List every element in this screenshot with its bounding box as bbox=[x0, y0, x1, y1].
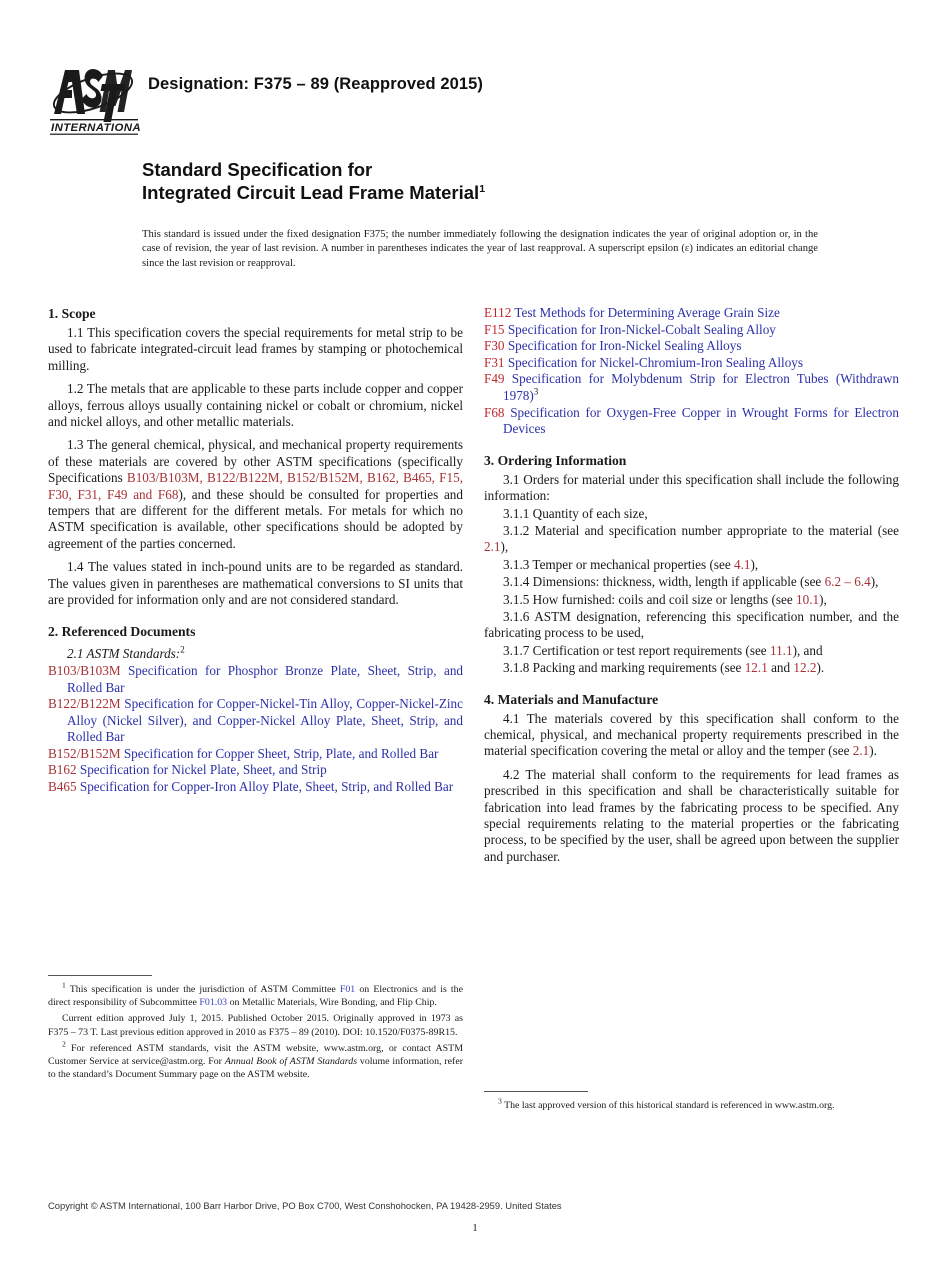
reference-designator[interactable]: E112 bbox=[484, 305, 512, 320]
paragraph-3-1-1: 3.1.1 Quantity of each size, bbox=[503, 505, 648, 521]
footnote-1-text-c: on Metallic Materials, Wire Bonding, and Flip Chip. bbox=[227, 997, 437, 1009]
designation-line: Designation: F375 – 89 (Reapproved 2015) bbox=[148, 75, 484, 93]
cross-ref-link[interactable]: 10.1 bbox=[796, 591, 820, 607]
paragraph-1-3 bbox=[48, 437, 463, 552]
title-line-2-text: Integrated Circuit Lead Frame Material bbox=[142, 182, 480, 203]
footnote-2-text-a: For referenced ASTM standards, visit the ASTM website, www.astm.org, or contact ASTM Customer Service at service@astm.org. For bbox=[48, 1042, 463, 1068]
paragraph-3-1-8 bbox=[484, 660, 899, 676]
reference-footnote-marker: 3 bbox=[533, 386, 539, 397]
reference-item[interactable] bbox=[484, 371, 899, 404]
spec-links-inline[interactable]: B103/B103M, B122/B122M, B152/B152M, B162, B465, F15, F30, F31, F49 and F68 bbox=[48, 470, 463, 502]
reference-designator[interactable]: B465 bbox=[48, 779, 77, 795]
paragraph-3-1-7 bbox=[484, 643, 899, 659]
paragraph-3-1-5 bbox=[484, 592, 899, 608]
reference-item[interactable] bbox=[484, 405, 899, 438]
subcommittee-link[interactable]: F01.03 bbox=[199, 997, 228, 1009]
reference-item[interactable] bbox=[484, 355, 899, 372]
cross-ref-link[interactable]: 11.1 bbox=[769, 642, 793, 658]
reference-title[interactable]: Specification for Molybdenum Strip for Electron Tubes (Withdrawn 1978) bbox=[503, 371, 900, 403]
footnote-1-text-b: on Electronics and is the direct responsibility of Subcommittee bbox=[48, 984, 463, 1009]
section-heading-ordering-information: 3. Ordering Information bbox=[484, 452, 627, 468]
reference-item[interactable] bbox=[48, 762, 463, 779]
reference-designator[interactable]: F31 bbox=[484, 354, 505, 370]
reference-title[interactable]: Test Methods for Determining Average Grain Size bbox=[514, 305, 780, 320]
paragraph-3-1-5-text-a: 3.1.5 How furnished: coils and coil size or lengths (see bbox=[503, 591, 796, 607]
page-number: 1 bbox=[472, 1222, 478, 1234]
footnote-2-text-b: volume information, refer to the standard’s Document Summary page on the ASTM website. bbox=[48, 1056, 464, 1081]
paragraph-3-1-7-text-a: 3.1.7 Certification or test report requirements (see bbox=[503, 642, 770, 658]
section-heading-referenced-documents: 2. Referenced Documents bbox=[48, 623, 196, 639]
paragraph-1-3-text-b: ), and these should be consulted for properties and tempers that are different for the different metals. For metals for which no ASTM specification is available, other specifications should be adopted by agreement of the parties concerned. bbox=[48, 486, 463, 551]
paragraph-3-1-7-text-b: ), and bbox=[792, 642, 823, 658]
paragraph-3-1-2-text-b: ), bbox=[500, 539, 509, 555]
paragraph-4-1-text-a: 4.1 The materials covered by this specification shall conform to the chemical, physical, and mechanical property requirements prescribed in the material specification covering the metal or alloy and the temper (see bbox=[484, 710, 899, 759]
footnote-1 bbox=[48, 980, 463, 1009]
committee-link[interactable]: F01 bbox=[339, 984, 356, 995]
cross-ref-link[interactable]: 6.2 – 6.4 bbox=[824, 574, 871, 590]
paragraph-3-1-8-text-b: ). bbox=[816, 660, 825, 676]
footnote-2-marker: 2 bbox=[62, 1039, 66, 1049]
reference-item[interactable] bbox=[48, 696, 463, 746]
svg-text:INTERNATIONAL: INTERNATIONAL bbox=[51, 122, 140, 134]
footnotes-left bbox=[48, 980, 464, 1081]
reference-designator[interactable]: B162 bbox=[48, 762, 77, 778]
subsection-footnote-marker: 2 bbox=[180, 644, 185, 655]
footnote-3-text: The last approved version of this historical standard is referenced in www.astm.org. bbox=[501, 1100, 835, 1111]
footnote-1-text-a: This specification is under the jurisdiction of ASTM Committee bbox=[65, 984, 340, 995]
footnote-separator-right bbox=[484, 1091, 588, 1092]
footnotes-right bbox=[484, 1096, 899, 1112]
reference-item[interactable] bbox=[48, 779, 463, 796]
reference-item[interactable] bbox=[48, 746, 463, 763]
reference-title[interactable]: Specification for Nickel-Chromium-Iron Sealing Alloys bbox=[507, 354, 804, 370]
page-header bbox=[48, 58, 908, 138]
paragraph-3-1-5-text-b: ), bbox=[819, 591, 827, 607]
reference-designator[interactable]: F30 bbox=[484, 338, 505, 354]
title-line-1: Standard Specification for bbox=[142, 159, 373, 180]
copyright-notice: Copyright © ASTM International, 100 Barr Harbor Drive, PO Box C700, West Conshohocken, PA 19428-2959. United States bbox=[48, 1200, 562, 1211]
cross-ref-link[interactable]: 12.1 bbox=[744, 660, 768, 676]
document-title bbox=[142, 158, 842, 204]
paragraph-4-1 bbox=[484, 711, 899, 760]
title-line-2 bbox=[142, 181, 842, 204]
footnote-3-marker: 3 bbox=[498, 1096, 502, 1106]
reference-title[interactable]: Specification for Copper-Nickel-Tin Alloy, Copper-Nickel-Zinc Alloy (Nickel Silver), and Copper-Nickel Alloy Plate, Sheet, Strip, and Rolled Bar bbox=[67, 696, 463, 745]
cross-ref-link[interactable]: 2.1 bbox=[852, 743, 870, 759]
reference-title[interactable]: Specification for Iron-Nickel Sealing Alloys bbox=[507, 338, 742, 354]
reference-title[interactable]: Specification for Iron-Nickel-Cobalt Sealing Alloy bbox=[507, 321, 776, 337]
paragraph-4-2: 4.2 The material shall conform to the requirements for lead frames as prescribed in this specification and shall be characteristically suitable for fabrication into lead frames by the fabricating process to be specified. Any special requirements relating to the material properties or the fabricating process, to be specified by the user, shall be agreed upon between the supplier and purchaser. bbox=[484, 766, 899, 864]
paragraph-1-4: 1.4 The values stated in inch-pound units are to be regarded as standard. The values given in parentheses are mathematical conversions to SI units that are provided for information only and are not considered standard. bbox=[48, 559, 463, 608]
reference-designator[interactable]: F49 bbox=[484, 371, 505, 387]
section-heading-scope: 1. Scope bbox=[48, 306, 96, 321]
reference-item[interactable] bbox=[484, 338, 899, 355]
paragraph-3-1-3 bbox=[484, 557, 899, 573]
subsection-astm-standards-label: 2.1 ASTM Standards: bbox=[67, 645, 181, 661]
footnote-separator-left bbox=[48, 975, 152, 976]
subsection-astm-standards bbox=[48, 646, 463, 662]
footnote-edition-info: Current edition approved July 1, 2015. Published October 2015. Originally approved in 1973 as F375 – 73 T. Last previous edition approved in 2010 as F375 – 89 (2010). DOI: 10.1520/F0375-89R15. bbox=[48, 1013, 463, 1038]
paragraph-3-1-2 bbox=[484, 523, 899, 556]
paragraph-3-1-4 bbox=[484, 574, 899, 590]
footnote-2 bbox=[48, 1039, 464, 1082]
paragraph-3-1-8-text-a: 3.1.8 Packing and marking requirements (see bbox=[503, 660, 745, 676]
reference-title[interactable]: Specification for Phosphor Bronze Plate, Sheet, Strip, and Rolled Bar bbox=[67, 662, 464, 695]
paragraph-1-3-text-a: 1.3 The general chemical, physical, and mechanical property requirements of these materials are covered by other ASTM specifications (specifically Specifications bbox=[48, 437, 463, 486]
paragraph-3-1-8-text-mid: and bbox=[767, 660, 794, 676]
paragraph-3-1-2-text-a: 3.1.2 Material and specification number appropriate to the material (see bbox=[503, 522, 899, 538]
paragraph-3-1-6: 3.1.6 ASTM designation, referencing this specification number, and the fabricating process to be used, bbox=[484, 609, 899, 641]
standard-issue-statement: This standard is issued under the fixed designation F375; the number immediately following the designation indicates the year of original adoption or, in the case of revision, the year of last revision. A number in parentheses indicates the year of last reapproval. A superscript epsilon (ε) indicates an editorial change since the last revision or reapproval. bbox=[142, 229, 818, 269]
paragraph-3-1-4-text-a: 3.1.4 Dimensions: thickness, width, length if applicable (see bbox=[503, 574, 825, 590]
reference-title[interactable]: Specification for Copper Sheet, Strip, Plate, and Rolled Bar bbox=[123, 745, 439, 761]
cross-ref-link[interactable]: 4.1 bbox=[734, 556, 751, 572]
reference-designator[interactable]: B122/B122M bbox=[48, 696, 121, 712]
reference-title[interactable]: Specification for Copper-Iron Alloy Plate, Sheet, Strip, and Rolled Bar bbox=[79, 779, 454, 795]
footnote-2-italic-title: Annual Book of ASTM Standards bbox=[224, 1056, 358, 1068]
paragraph-3-1-3-text-b: ), bbox=[750, 556, 759, 572]
reference-designator[interactable]: F68 bbox=[484, 404, 505, 420]
reference-designator[interactable]: B103/B103M bbox=[48, 662, 121, 678]
paragraph-3-1-4-text-b: ), bbox=[870, 574, 879, 590]
footnote-1-marker: 1 bbox=[62, 980, 66, 990]
cross-ref-link[interactable]: 12.2 bbox=[793, 660, 817, 676]
paragraph-1-2: 1.2 The metals that are applicable to these parts include copper and copper alloys, ferrous alloys usually containing nickel or cobalt or chromium, nickel and nickel alloys, and other metallic materials. bbox=[48, 381, 463, 430]
reference-item[interactable] bbox=[48, 663, 463, 696]
reference-item[interactable] bbox=[484, 322, 899, 339]
footnote-3 bbox=[484, 1096, 899, 1112]
paragraph-1-1: 1.1 This specification covers the special requirements for metal strip to be used to fabricate integrated-circuit lead frames by stamping or photochemical milling. bbox=[48, 325, 463, 373]
astm-international-logo bbox=[48, 62, 140, 136]
reference-title[interactable]: Specification for Oxygen-Free Copper in Wrought Forms for Electron Devices bbox=[503, 404, 899, 437]
paragraph-3-1: 3.1 Orders for material under this specification shall include the following information: bbox=[484, 471, 899, 504]
title-footnote-marker: 1 bbox=[479, 182, 486, 195]
reference-designator[interactable]: F15 bbox=[484, 321, 505, 337]
reference-title[interactable]: Specification for Nickel Plate, Sheet, and Strip bbox=[79, 762, 327, 778]
paragraph-3-1-3-text-a: 3.1.3 Temper or mechanical properties (see bbox=[503, 556, 734, 572]
reference-item[interactable] bbox=[484, 305, 899, 322]
section-heading-materials-and-manufacture: 4. Materials and Manufacture bbox=[484, 691, 659, 707]
column-left bbox=[48, 305, 463, 796]
cross-ref-link[interactable]: 2.1 bbox=[484, 539, 501, 555]
reference-designator[interactable]: B152/B152M bbox=[48, 745, 121, 761]
column-right bbox=[484, 305, 899, 865]
paragraph-4-1-text-b: ). bbox=[869, 743, 877, 759]
